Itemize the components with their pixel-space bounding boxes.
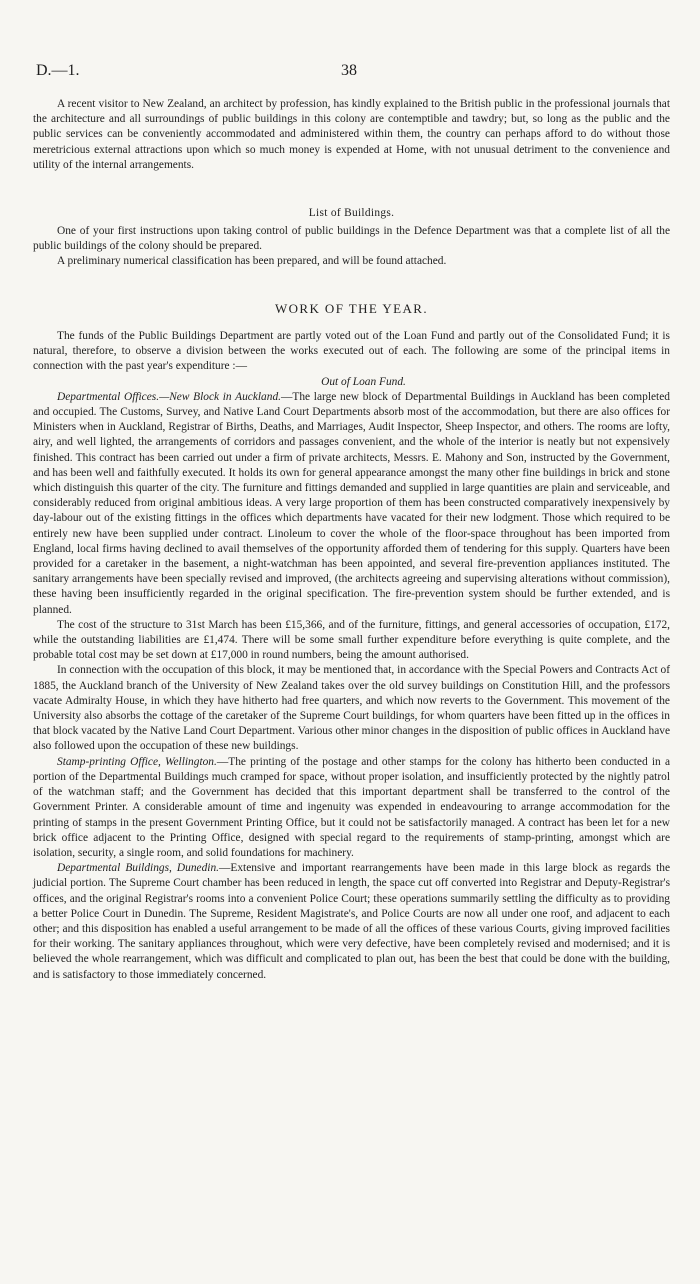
- paragraph: The cost of the structure to 31st March has been £15,366, and of the furniture, fittings, and general accessories of occupation, £172, while the outstanding liabilities are £1,474. There will be some small further expenditure before everything is quite complete, and the probable total cost may be set down at £17,000 in round numbers, being the amount authorised.: [33, 618, 670, 662]
- paragraph: In connection with the occupation of this block, it may be mentioned that, in accordance with the Special Powers and Contracts Act of 1885, the Auckland branch of the University of New Zealand takes over the old survey buildings on Constitution Hill, and the professors vacate Admiralty House, in which they have hitherto had free quarters, and which now reverts to the Government. This movement of the University also absorbs the cottage of the caretaker of the Supreme Court buildings, for whom quarters have been fitted up in the offices in that block vacated by the Native Land Court Department. Various other minor changes in the disposition of public offices in Auckland have also followed upon the occupation of these new buildings.: [33, 664, 670, 753]
- paragraph-text: —The large new block of Departmental Buildings in Auckland has been completed and occupied. The Customs, Survey, and Native Land Court Departments absorb most of the accommodation, but there are also offices for Ministers when in Auckland, Registrar of Births, Deaths, and Marriages, Audit Inspector, Sheep Inspector, and others. The rooms are lofty, airy, and well lighted, the arrangements of corridors and passages convenient, and the whole of the interior is neatly but not expensively finished. This contract has been carried out under a firm of private architects, Messrs. E. Mahony and Son, instructed by the Government, and has been well and faithfully executed. It holds its own for general appearance amongst the many other fine buildings in brick and stone which distinguish this quarter of the city. The furniture and fittings demanded and supplied in large quantities are plain and serviceable, and considerably reduced from original ambitious ideas. A very large proportion of them has been constructed comparatively inexpensively by day-labour out of the existing fittings in the offices which departments have vacated for their new lodgment. Those which required to be entirely new have been supplied under contract. Linoleum to cover the whole of the floor-space throughout has been imported from England, local firms having declined to avail themselves of the opportunity afforded them of tendering for this supply. Quarters have been provided for a caretaker in the basement, a night-watchman has been appointed, and several fire-prevention appliances instituted. The sanitary arrangements have been specially revised and improved, (the architects agreeing and supervising alterations without commission), these having been insufficiently regarded in the original specification. The fire-prevention system should be further extended, and is planned.: [33, 390, 670, 616]
- paragraph-text: —The printing of the postage and other stamps for the colony has hitherto been conducted in a portion of the Departmental Buildings much cramped for space, without proper isolation, and insufficiently protected by the nightly patrol of the watchman staff; and the Government has decided that this important department shall be transferred to the control of the Government Printer. A considerable amount of time and ingenuity was expended in endeavouring to arrange accommodation for the printing of stamps in the present Government Printing Office, but it could not be satisfactorily managed. A contract has been let for a new brick office adjacent to the Printing Office, designed with special regard to the requirements of stamp-printing, amongst which are isolation, security, a single room, and solid foundations for machinery.: [33, 755, 670, 859]
- paragraph-lead: Stamp-printing Office, Wellington.: [57, 755, 217, 768]
- paragraph: One of your first instructions upon taking control of public buildings in the Defence Department was that a complete list of all the public buildings of the colony should be prepared.: [33, 225, 670, 253]
- paragraph-lead: Departmental Buildings, Dunedin.: [57, 862, 220, 875]
- paragraph-lead: Departmental Offices.—New Block in Auckland.: [57, 390, 281, 403]
- document-reference: D.—1.: [36, 62, 80, 79]
- paragraph-departmental-offices: [33, 390, 670, 618]
- paragraph-departmental-buildings-dunedin: [33, 861, 670, 983]
- section-heading-list-of-buildings: List of Buildings.: [308, 207, 395, 219]
- list-of-buildings-section: [33, 224, 670, 270]
- paragraph-text: —Extensive and important rearrangements have been made in this large block as regards the judicial portion. The Supreme Court chamber has been reduced in length, the space cut off converted into Registrar and Deputy-Registrar's offices, and the original Registrar's rooms into a convenient Police Court; these operations summarily settling the difficulty as to providing a better Police Court in Dunedin. The Supreme, Resident Magistrate's, and Police Courts are now all under one roof, and adjacent to each other; and this disposition has enabled a useful arrangement to be made of all the offices of these various Courts, giving improved facilities for their working. The sanitary appliances throughout, which were very defective, have been completely revised and modernised; and it is believed the whole rearrangement, which was difficult and complicated to plan out, has been the best that could be done with the building, and is satisfactory to those immediately concerned.: [33, 862, 670, 981]
- paragraph: The funds of the Public Buildings Department are partly voted out of the Loan Fund and partly out of the Consolidated Fund; it is natural, therefore, to observe a division between the works executed out of each. The following are some of the principal items in connection with the past year's expenditure :—: [33, 330, 670, 373]
- work-of-the-year-section: [33, 329, 670, 983]
- paragraph-stamp-printing: [33, 755, 670, 861]
- section-heading-work-of-the-year: WORK OF THE YEAR.: [274, 301, 429, 316]
- intro-section: [33, 97, 670, 173]
- subheading-loan-fund: Out of Loan Fund.: [321, 375, 406, 388]
- intro-paragraph: A recent visitor to New Zealand, an architect by profession, has kindly explained to the British public in the professional journals that the architecture and all surroundings of public buildings in this colony are contemptible and tawdry; but, so long as the public and the public services can be conveniently accommodated and administered within them, the country can perhaps afford to do without those meretricious external attractions upon which so much money is expended at Home, with not unusual detriment to the convenience and utility of the internal arrangements.: [33, 98, 670, 171]
- page-number: 38: [341, 62, 357, 79]
- page-header: [36, 62, 666, 80]
- paragraph: A preliminary numerical classification has been prepared, and will be found attached.: [57, 255, 447, 268]
